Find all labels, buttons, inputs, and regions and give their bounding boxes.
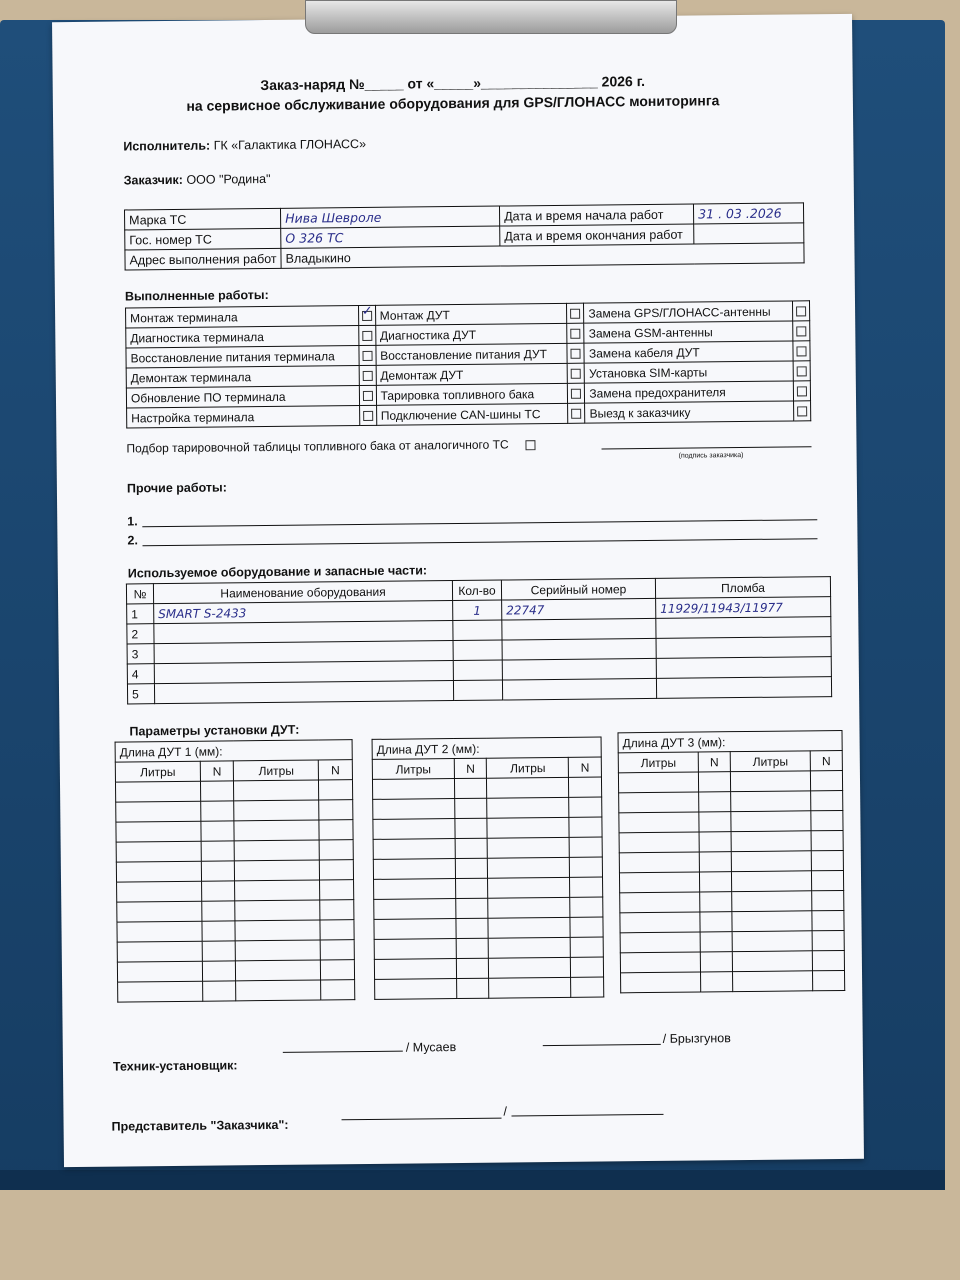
dut-cell[interactable] (812, 950, 844, 970)
dut-cell[interactable] (456, 978, 489, 998)
dut-cell[interactable] (569, 797, 602, 817)
dut-cell[interactable] (201, 861, 235, 881)
dut-cell[interactable] (731, 811, 811, 832)
work-checkbox[interactable] (359, 405, 376, 425)
work-checkbox[interactable] (794, 401, 811, 421)
row-number: 4 (127, 664, 154, 684)
dut-cell[interactable] (117, 901, 202, 922)
work-checkbox[interactable] (359, 345, 376, 365)
checkbox-icon (797, 387, 807, 397)
dut-cell[interactable] (571, 977, 604, 997)
dut-cell[interactable] (236, 980, 321, 1001)
dut-cell[interactable] (454, 778, 487, 798)
equipment-header: Наименование оборудования (153, 581, 452, 604)
work-checkbox[interactable] (567, 343, 584, 363)
work-item: Замена предохранителя (585, 381, 794, 403)
work-checkbox[interactable] (358, 325, 375, 345)
dut-cell[interactable] (320, 940, 354, 960)
equipment-header: Пломба (655, 577, 830, 599)
dut-cell[interactable] (700, 892, 732, 912)
dut-cell[interactable] (811, 790, 843, 810)
dut-cell[interactable] (619, 832, 699, 853)
dut-cell[interactable] (731, 791, 811, 812)
dut-cell[interactable] (811, 830, 843, 850)
dut-cell[interactable] (320, 920, 354, 940)
tarir-line (126, 437, 536, 455)
dut-cell[interactable] (235, 900, 320, 921)
dut-cell[interactable] (455, 818, 488, 838)
dut-cell[interactable] (321, 960, 355, 980)
dut-cell[interactable] (731, 851, 811, 872)
dut-cell[interactable] (456, 938, 489, 958)
work-checkbox[interactable] (793, 341, 810, 361)
dut-cell[interactable] (569, 837, 602, 857)
work-checkbox[interactable] (359, 365, 376, 385)
check-mark-icon: ✓ (361, 303, 373, 319)
dut-cell[interactable] (455, 858, 488, 878)
dut-cell[interactable] (701, 972, 733, 992)
dut-table-title: Длина ДУТ 1 (мм): (115, 740, 352, 762)
dut-cell[interactable] (700, 872, 732, 892)
end-label: Дата и время окончания работ (500, 224, 694, 246)
equipment-table (126, 576, 832, 704)
work-item: Обновление ПО терминала (126, 386, 359, 408)
work-checkbox[interactable] (567, 323, 584, 343)
dut-cell[interactable] (116, 861, 201, 882)
equipment-seal[interactable] (656, 677, 831, 699)
dut-cell[interactable] (570, 937, 603, 957)
dut-cell[interactable] (234, 820, 319, 841)
dut-cell[interactable] (234, 780, 319, 801)
equipment-seal[interactable] (656, 657, 831, 679)
dut-cell[interactable] (488, 917, 570, 938)
dut-cell[interactable] (456, 918, 489, 938)
dut-cell[interactable] (320, 860, 354, 880)
dut-cell[interactable] (812, 930, 844, 950)
dut-cell[interactable] (374, 939, 456, 960)
other-work-num-2: 2. (127, 533, 138, 548)
dut-cell[interactable] (732, 931, 812, 952)
row-number: 1 (127, 604, 154, 624)
dut-cell[interactable] (234, 800, 319, 821)
dut-cell[interactable] (202, 921, 236, 941)
equipment-serial[interactable] (502, 678, 656, 700)
customer-sign-line[interactable] (602, 446, 812, 449)
customer-rep-slash: / (503, 1104, 508, 1119)
dut-cell[interactable] (319, 820, 353, 840)
dut-cell[interactable] (732, 891, 812, 912)
checkbox-icon (796, 307, 806, 317)
dut-cell[interactable] (235, 880, 320, 901)
end-value[interactable] (694, 223, 804, 244)
dut-cell[interactable] (201, 901, 235, 921)
dut-cell[interactable] (373, 859, 455, 880)
work-item: Подключение CAN-шины ТС (376, 403, 568, 425)
equipment-header: Серийный номер (501, 578, 655, 600)
dut-col-header: Литры (730, 751, 810, 772)
dut-cell[interactable] (813, 970, 845, 990)
dut-cell[interactable] (456, 898, 489, 918)
dut-cell[interactable] (320, 880, 354, 900)
address-value[interactable]: Владыкино (281, 243, 804, 268)
dut-cell[interactable] (456, 958, 489, 978)
dut-cell[interactable] (570, 917, 603, 937)
dut-col-header: N (569, 757, 602, 777)
dut-cell[interactable] (487, 777, 569, 798)
work-item: Восстановление питания терминала (126, 346, 359, 368)
dut-cell[interactable] (372, 779, 454, 800)
dut-cell[interactable] (700, 952, 732, 972)
work-checkbox[interactable] (359, 385, 376, 405)
dut-cell[interactable] (487, 817, 569, 838)
dut-cell[interactable] (619, 812, 699, 833)
dut-cell[interactable] (811, 850, 843, 870)
equipment-qty[interactable]: 1 (453, 600, 502, 621)
tarir-text: Подбор тарировочной таблицы топливного бака от аналогичного ТС (126, 437, 509, 456)
dut-cell[interactable] (116, 801, 201, 822)
dut-cell[interactable] (117, 921, 202, 942)
dut-cell[interactable] (235, 860, 320, 881)
dut-cell[interactable] (619, 872, 699, 893)
dut-col-header: Литры (115, 761, 200, 782)
dut-cell[interactable] (731, 871, 811, 892)
equipment-header: № (126, 584, 153, 604)
dut-cell[interactable] (699, 832, 731, 852)
dut-cell[interactable] (320, 900, 354, 920)
work-item: Восстановление питания ДУТ (376, 343, 568, 365)
work-item: Замена GPS/ГЛОНАСС-антенны (584, 301, 793, 323)
dut-cell[interactable] (570, 877, 603, 897)
checkbox-icon (571, 369, 581, 379)
dut-cell[interactable] (621, 972, 701, 993)
equipment-qty[interactable] (453, 660, 502, 681)
other-work-line-1[interactable] (142, 519, 817, 527)
dut-cell[interactable] (812, 870, 844, 890)
technician-name-2: / Брызгунов (662, 1031, 731, 1046)
dut-col-header: N (200, 761, 234, 781)
equipment-header: Кол-во (452, 580, 501, 601)
work-item: Тарировка топливного бака (376, 383, 568, 405)
executor-line (123, 137, 366, 154)
dut-cell[interactable] (620, 932, 700, 953)
dut-cell[interactable] (811, 810, 843, 830)
dut-cell[interactable] (455, 878, 488, 898)
works-heading: Выполненные работы: (124, 287, 269, 304)
start-value[interactable]: 31 . 03 .2026 (694, 203, 804, 224)
dut-cell[interactable] (202, 981, 236, 1001)
work-item: Монтаж ДУТ (375, 303, 567, 325)
dut-cell[interactable] (619, 852, 699, 873)
dut-cell[interactable] (489, 957, 571, 978)
dut-col-header: N (318, 760, 352, 780)
dut-cell[interactable] (236, 960, 321, 981)
dut-cell[interactable] (488, 857, 570, 878)
dut-cell[interactable] (201, 881, 235, 901)
dut-cell[interactable] (201, 821, 235, 841)
technician-label: Техник-установщик: (112, 1058, 238, 1074)
dut-cell[interactable] (116, 841, 201, 862)
dut-cell[interactable] (235, 840, 320, 861)
works-table (125, 300, 811, 428)
dut-cell[interactable] (117, 941, 202, 962)
dut-cell[interactable] (488, 897, 570, 918)
dut-col-header: N (810, 750, 842, 770)
title-line-2: на сервисное обслуживание оборудования для GPS/ГЛОНАСС мониторинга (186, 92, 720, 114)
dut-cell[interactable] (699, 772, 731, 792)
tarir-checkbox[interactable] (526, 440, 536, 450)
other-work-line-2[interactable] (143, 538, 818, 546)
dut-table-title: Длина ДУТ 2 (мм): (372, 737, 601, 759)
plate-label: Гос. номер ТС (125, 228, 281, 250)
dut-cell[interactable] (812, 890, 844, 910)
dut-cell[interactable] (732, 911, 812, 932)
checkbox-icon (797, 367, 807, 377)
start-label: Дата и время начала работ (500, 204, 694, 226)
dut-cell[interactable] (812, 910, 844, 930)
work-item: Диагностика терминала (126, 326, 359, 348)
checkbox-icon (571, 349, 581, 359)
customer-rep-name-line[interactable] (512, 1114, 664, 1117)
customer-rep-sign-line[interactable] (342, 1118, 502, 1121)
checkbox-icon (362, 351, 372, 361)
work-order-sheet (52, 14, 864, 1167)
dut-table-3 (617, 730, 845, 993)
brand-label: Марка ТС (124, 208, 280, 230)
dut-cell[interactable] (374, 959, 456, 980)
dut-col-header: N (698, 752, 730, 772)
dut-cell[interactable] (699, 852, 731, 872)
dut-cell[interactable] (455, 838, 488, 858)
row-number: 3 (127, 644, 154, 664)
dut-cell[interactable] (202, 961, 236, 981)
dut-cell[interactable] (732, 971, 812, 992)
equipment-qty[interactable] (453, 620, 502, 641)
customer-rep-label: Представитель "Заказчика": (111, 1117, 289, 1134)
work-item: Настройка терминала (127, 406, 360, 428)
equipment-serial[interactable] (502, 638, 656, 660)
customer-line (124, 172, 271, 188)
work-item: Выезд к заказчику (585, 401, 794, 423)
technician-sign-line-1[interactable] (283, 1051, 403, 1053)
dut-cell[interactable] (375, 979, 457, 1000)
dut-cell[interactable] (202, 941, 236, 961)
checkbox-icon (796, 347, 806, 357)
dut-cell[interactable] (200, 781, 234, 801)
dut-cell[interactable] (200, 801, 234, 821)
dut-cell[interactable] (620, 912, 700, 933)
checkbox-icon (362, 331, 372, 341)
dut-cell[interactable] (319, 780, 353, 800)
dut-cell[interactable] (700, 932, 732, 952)
technician-sign-line-2[interactable] (543, 1044, 661, 1046)
work-item: Замена GSM-антенны (584, 321, 793, 343)
dut-col-header: Литры (234, 760, 319, 781)
dut-col-header: Литры (618, 752, 698, 773)
work-item: Замена кабеля ДУТ (584, 341, 793, 363)
clipboard-edge (0, 1170, 945, 1190)
equipment-qty[interactable] (453, 640, 502, 661)
row-number: 2 (127, 624, 154, 644)
dut-cell[interactable] (319, 840, 353, 860)
equipment-name[interactable] (154, 681, 453, 704)
work-item: Диагностика ДУТ (375, 323, 567, 345)
dut-cell[interactable] (700, 912, 732, 932)
dut-cell[interactable] (569, 777, 602, 797)
dut-cell[interactable] (373, 839, 455, 860)
equipment-name[interactable]: SMART S-2433 (154, 601, 453, 624)
dut-cell[interactable] (620, 952, 700, 973)
dut-cell[interactable] (810, 770, 842, 790)
checkbox-icon (363, 411, 373, 421)
dut-cell[interactable] (235, 920, 320, 941)
address-label: Адрес выполнения работ (125, 248, 281, 270)
checkbox-icon (796, 327, 806, 337)
dut-cell[interactable] (236, 940, 321, 961)
dut-cell[interactable] (489, 937, 571, 958)
checkbox-icon (571, 389, 581, 399)
dut-col-header: N (454, 758, 487, 778)
dut-cell[interactable] (321, 980, 355, 1000)
dut-table-2 (372, 737, 605, 1000)
dut-cell[interactable] (570, 857, 603, 877)
dut-cell[interactable] (319, 800, 353, 820)
executor-value: ГК «Галактика ГЛОНАСС» (213, 136, 367, 153)
equipment-serial[interactable] (502, 618, 656, 640)
dut-cell[interactable] (570, 897, 603, 917)
work-checkbox[interactable] (793, 321, 810, 341)
work-item: Демонтаж терминала (126, 366, 359, 388)
checkbox-icon (362, 371, 372, 381)
dut-cell[interactable] (455, 798, 488, 818)
checkbox-icon (572, 409, 582, 419)
checkbox-icon (797, 407, 807, 417)
executor-label: Исполнитель: (123, 138, 211, 154)
row-number: 5 (127, 684, 154, 704)
dut-table-1 (115, 739, 356, 1002)
work-checkbox[interactable] (567, 303, 584, 323)
equipment-qty[interactable] (453, 680, 502, 701)
customer-label: Заказчик: (123, 172, 184, 188)
work-checkbox[interactable] (358, 305, 375, 325)
work-checkbox[interactable] (568, 383, 585, 403)
brand-value[interactable]: Нива Шевроле (281, 206, 500, 228)
technician-name-1: / Мусаев (405, 1040, 457, 1055)
dut-cell[interactable] (618, 772, 698, 793)
dut-cell[interactable] (620, 892, 700, 913)
dut-cell[interactable] (374, 899, 456, 920)
work-item: Демонтаж ДУТ (376, 363, 568, 385)
dut-cell[interactable] (117, 881, 202, 902)
dut-cell[interactable] (699, 812, 731, 832)
dut-cell[interactable] (699, 792, 731, 812)
equipment-heading: Используемое оборудование и запасные части: (127, 563, 428, 581)
work-item: Монтаж терминала (126, 306, 359, 328)
work-checkbox[interactable] (793, 361, 810, 381)
equipment-seal[interactable] (656, 617, 831, 639)
dut-cell[interactable] (115, 781, 200, 802)
dut-cell[interactable] (489, 977, 571, 998)
work-checkbox[interactable] (568, 363, 585, 383)
work-checkbox[interactable] (568, 403, 585, 423)
dut-cell[interactable] (730, 771, 810, 792)
checkbox-icon (363, 391, 373, 401)
checkbox-icon (570, 309, 580, 319)
dut-heading: Параметры установки ДУТ: (129, 722, 300, 739)
other-works-heading: Прочие работы: (126, 480, 227, 496)
equipment-serial[interactable] (502, 658, 656, 680)
equipment-seal[interactable]: 11929/11943/11977 (656, 597, 831, 619)
dut-cell[interactable] (117, 961, 202, 982)
dut-cell[interactable] (373, 819, 455, 840)
dut-cell[interactable] (732, 951, 812, 972)
equipment-serial[interactable]: 22747 (502, 598, 656, 620)
dut-cell[interactable] (373, 799, 455, 820)
title-line-1: Заказ-наряд №_____ от «_____»_______________ 2026 г. (260, 73, 646, 94)
dut-cell[interactable] (488, 877, 570, 898)
customer-value: ООО "Родина" (186, 171, 271, 187)
clipboard-clip (305, 0, 677, 34)
dut-cell[interactable] (374, 879, 456, 900)
dut-cell[interactable] (374, 919, 456, 940)
dut-col-header: Литры (372, 759, 454, 780)
checkbox-icon (361, 303, 373, 321)
dut-cell[interactable] (731, 831, 811, 852)
work-checkbox[interactable] (792, 301, 809, 321)
dut-col-header: Литры (487, 757, 569, 778)
dut-cell[interactable] (571, 957, 604, 977)
sign-caption: (подпись заказчика) (678, 452, 744, 460)
dut-cell[interactable] (116, 821, 201, 842)
equipment-seal[interactable] (656, 637, 831, 659)
dut-cell[interactable] (201, 841, 235, 861)
other-work-num-1: 1. (127, 514, 138, 529)
dut-cell[interactable] (619, 792, 699, 813)
vehicle-table (124, 202, 805, 270)
work-item: Установка SIM-карты (585, 361, 794, 383)
plate-value[interactable]: О 326 ТС (281, 226, 500, 248)
dut-cell[interactable] (569, 817, 602, 837)
dut-cell[interactable] (118, 981, 203, 1002)
work-checkbox[interactable] (793, 381, 810, 401)
document-title (53, 69, 853, 117)
dut-cell[interactable] (487, 797, 569, 818)
checkbox-icon (571, 329, 581, 339)
dut-cell[interactable] (488, 837, 570, 858)
dut-table-title: Длина ДУТ 3 (мм): (618, 730, 842, 752)
